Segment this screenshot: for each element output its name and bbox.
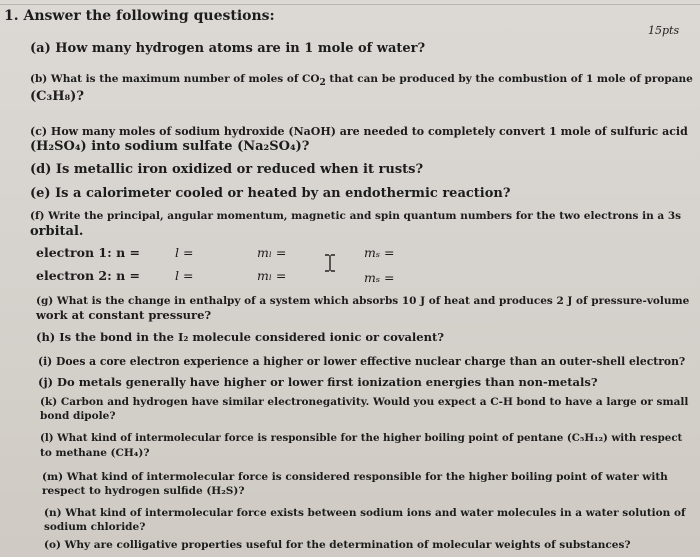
- question-n-line1: (n) What kind of intermolecular force exists between sodium ions and water molecules in a water solution of: [44, 507, 686, 519]
- electron1-ms: mₛ =: [364, 245, 395, 260]
- electron1-label: electron 1: n =: [36, 245, 140, 260]
- question-d: (d) Is metallic iron oxidized or reduced when it rusts?: [30, 162, 424, 177]
- question-h: (h) Is the bond in the I₂ molecule considered ionic or covalent?: [36, 330, 445, 344]
- question-b-text: (b) What is the maximum number of moles of CO: [30, 73, 320, 85]
- question-g-line2: work at constant pressure?: [36, 308, 212, 322]
- question-b-line2: (C₃H₈)?: [30, 89, 84, 104]
- question-b-text-rest: that can be produced by the combustion of 1 mole of propane: [325, 73, 693, 85]
- question-b-subscript: 2: [319, 78, 326, 88]
- question-c-line2: (H₂SO₄) into sodium sulfate (Na₂SO₄)?: [30, 139, 310, 154]
- electron1-ml: mₗ =: [257, 245, 287, 260]
- electron1-l: l =: [175, 245, 194, 260]
- question-o: (o) Why are colligative properties useful for the determination of molecular weights of substances?: [44, 539, 631, 551]
- text-cursor-icon: [323, 254, 337, 272]
- question-m-line1: (m) What kind of intermolecular force is considered responsible for the higher boiling point of water with: [42, 471, 668, 483]
- question-i: (i) Does a core electron experience a higher or lower effective nuclear charge than an outer-shell electron?: [38, 355, 686, 368]
- electron2-label: electron 2: n =: [36, 268, 140, 283]
- question-c-line1: (c) How many moles of sodium hydroxide (NaOH) are needed to completely convert 1 mole of sulfuric acid: [30, 125, 688, 138]
- electron2-ms: mₛ =: [364, 270, 395, 285]
- question-f-line2: orbital.: [30, 224, 84, 239]
- divider: [0, 4, 700, 5]
- question-m-line2: respect to hydrogen sulfide (H₂S)?: [42, 485, 245, 497]
- question-a: (a) How many hydrogen atoms are in 1 mole of water?: [30, 41, 426, 56]
- question-l-line2: to methane (CH₄)?: [40, 447, 150, 459]
- question-e: (e) Is a calorimeter cooled or heated by an endothermic reaction?: [30, 186, 511, 201]
- points-label: 15pts: [648, 24, 680, 37]
- question-k-line1: (k) Carbon and hydrogen have similar electronegativity. Would you expect a C-H bond to have a large or small: [40, 396, 689, 408]
- question-f-line1: (f) Write the principal, angular momentum, magnetic and spin quantum numbers for the two electrons in a 3s: [30, 210, 682, 222]
- question-title: 1. Answer the following questions:: [4, 8, 275, 24]
- question-l-line1: (l) What kind of intermolecular force is responsible for the higher boiling point of pentane (C₅H₁₂) with respect: [40, 432, 683, 444]
- electron2-ml: mₗ =: [257, 268, 287, 283]
- electron2-l: l =: [175, 268, 194, 283]
- question-j: (j) Do metals generally have higher or lower first ionization energies than non-metals?: [38, 375, 598, 389]
- question-n-line2: sodium chloride?: [44, 521, 146, 533]
- question-b-line1: [30, 72, 693, 87]
- question-k-line2: bond dipole?: [40, 410, 116, 422]
- question-g-line1: (g) What is the change in enthalpy of a system which absorbs 10 J of heat and produces 2 J of pressure-volume: [36, 295, 690, 307]
